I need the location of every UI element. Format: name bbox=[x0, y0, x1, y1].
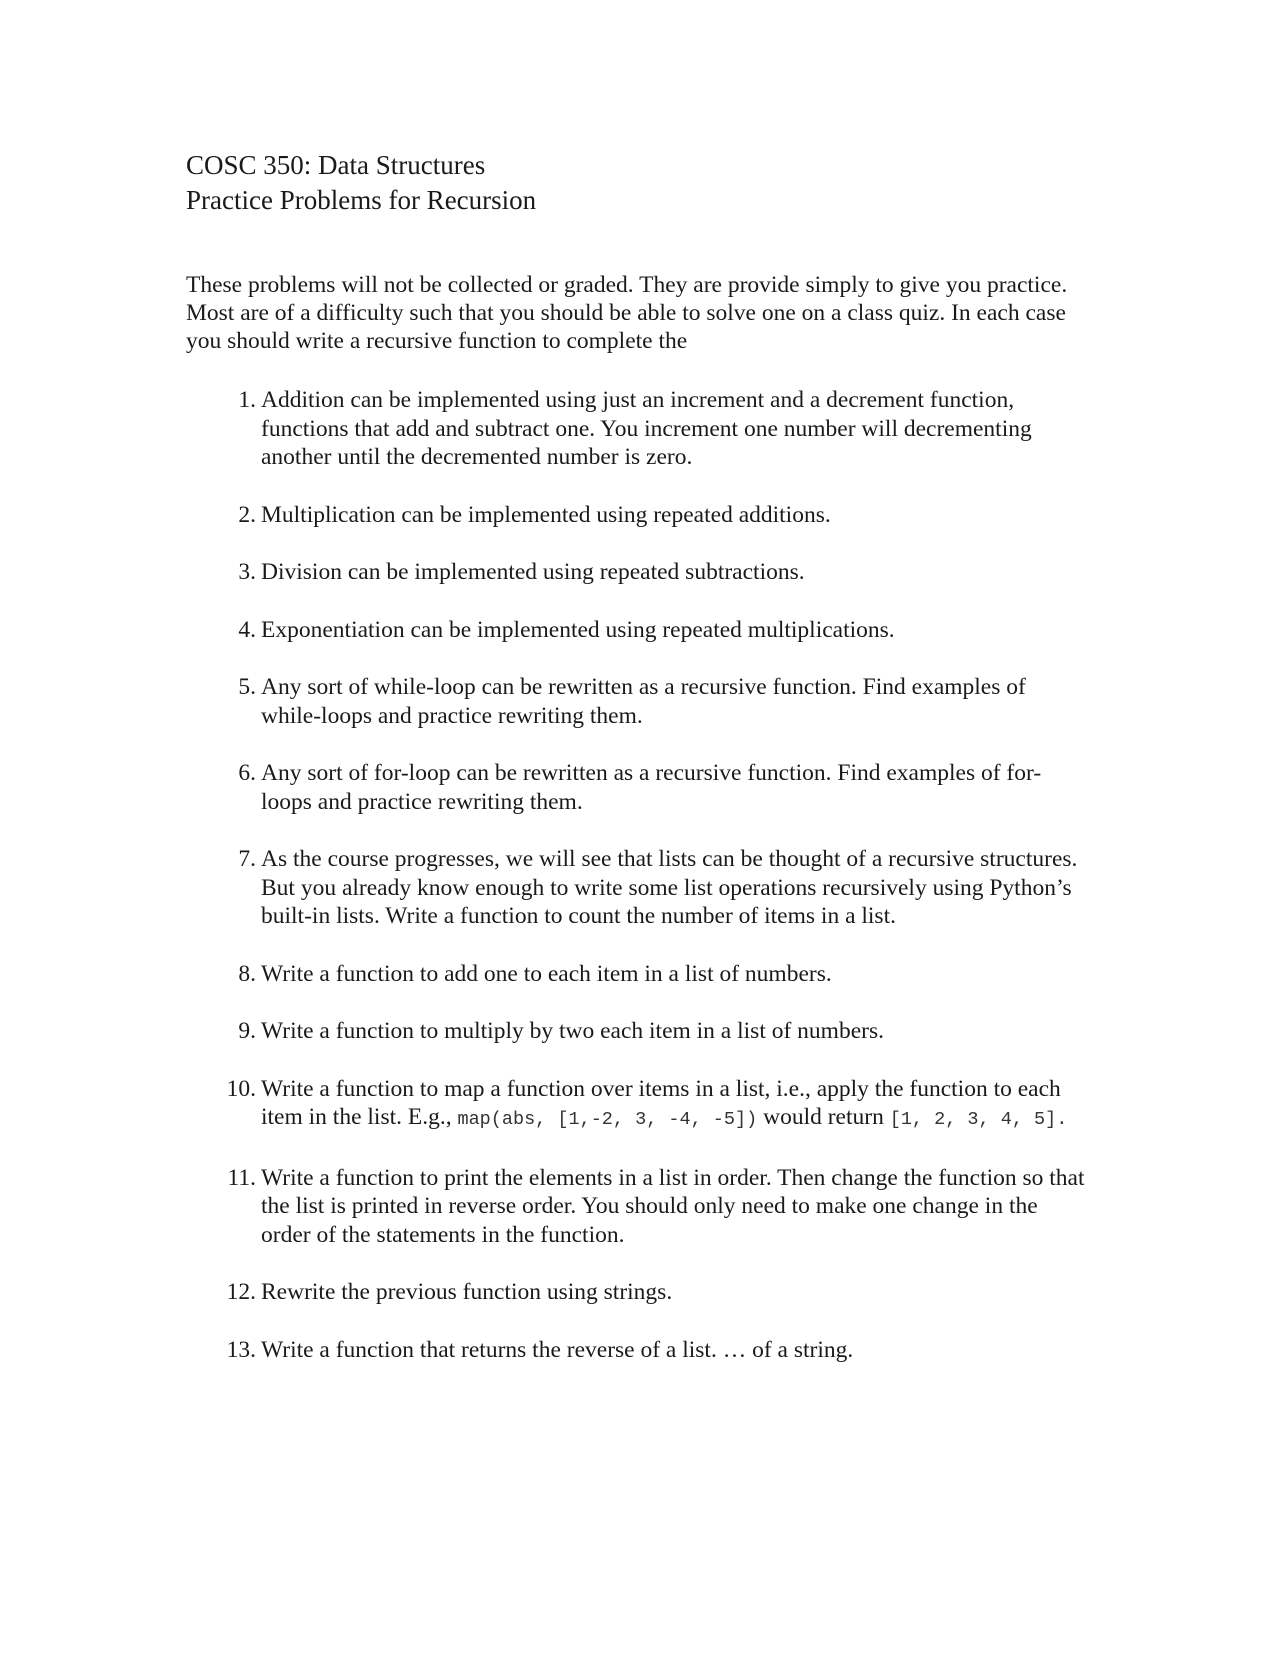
problem-item-13 bbox=[186, 1336, 1086, 1365]
problem-text: As the course progresses, we will see that lists can be thought of a recursive structures. But you already know enough to write some list operations recursively using Python’s built-in lists. Write a function to count the number of items in a list. bbox=[261, 846, 1078, 929]
problem-number: 5. bbox=[238, 674, 256, 700]
problem-text: Write a function to multiply by two each item in a list of numbers. bbox=[261, 1018, 884, 1044]
problem-number: 3. bbox=[238, 559, 256, 585]
problem-item-4 bbox=[186, 616, 1086, 645]
problem-item-7 bbox=[186, 845, 1086, 931]
problem-text: Rewrite the previous function using strings. bbox=[261, 1279, 673, 1305]
code-example-result: [1, 2, 3, 4, 5]. bbox=[889, 1109, 1068, 1130]
problem-number: 9. bbox=[238, 1018, 256, 1044]
problem-list bbox=[186, 386, 1086, 1393]
problem-number: 11. bbox=[227, 1164, 256, 1191]
problem-number: 13. bbox=[226, 1336, 256, 1363]
problem-item-9 bbox=[186, 1017, 1086, 1046]
document-subtitle: Practice Problems for Recursion bbox=[186, 185, 537, 215]
problem-text: Exponentiation can be implemented using repeated multiplications. bbox=[261, 616, 895, 643]
problem-text: would return bbox=[757, 1104, 890, 1130]
problem-text: Addition can be implemented using just an increment and a decrement function, functions that add and subtract one. You increment one number will decrementing another until the decremented number is zero. bbox=[261, 387, 1032, 470]
problem-number: 7. bbox=[238, 846, 256, 872]
problem-item-3 bbox=[186, 558, 1086, 587]
problem-number: 12. bbox=[226, 1279, 256, 1305]
intro-paragraph: These problems will not be collected or graded. They are provide simply to give you practice. Most are of a difficulty such that you should be able to solve one on a class quiz. In each case you should write a recursive function to complete the bbox=[186, 272, 1068, 354]
problem-text: Any sort of for-loop can be rewritten as a recursive function. Find examples of for-loops and practice rewriting them. bbox=[261, 760, 1042, 815]
problem-item-10 bbox=[186, 1075, 1086, 1135]
problem-number: 10. bbox=[226, 1075, 256, 1102]
problem-item-5 bbox=[186, 673, 1086, 730]
problem-item-8 bbox=[186, 960, 1086, 989]
code-example-map-call: map(abs, [1,-2, 3, -4, -5]) bbox=[457, 1109, 758, 1130]
problem-number: 1. bbox=[238, 387, 256, 413]
problem-number: 6. bbox=[238, 760, 256, 786]
problem-item-11 bbox=[186, 1164, 1086, 1250]
problem-item-6 bbox=[186, 759, 1086, 816]
document-header bbox=[186, 148, 536, 218]
problem-item-1 bbox=[186, 386, 1086, 472]
problem-text: Multiplication can be implemented using repeated additions. bbox=[261, 501, 831, 528]
problem-number: 8. bbox=[238, 960, 256, 987]
problem-text: Write a function to map a function over items in a list, i.e., apply the function to each item in the list. E.g., bbox=[261, 1075, 1061, 1130]
problem-number: 2. bbox=[238, 501, 256, 528]
problem-text: Write a function to add one to each item in a list of numbers. bbox=[261, 960, 832, 987]
problem-text: Division can be implemented using repeated subtractions. bbox=[261, 559, 805, 585]
problem-item-2 bbox=[186, 501, 1086, 530]
course-title: COSC 350: Data Structures bbox=[186, 150, 486, 180]
problem-text: Any sort of while-loop can be rewritten as a recursive function. Find examples of while-loops and practice rewriting them. bbox=[261, 674, 1026, 729]
problem-text: Write a function to print the elements in a list in order. Then change the function so that the list is printed in reverse order. You should only need to make one change in the order of the statements in the function. bbox=[261, 1164, 1085, 1248]
problem-number: 4. bbox=[238, 616, 256, 643]
problem-item-12 bbox=[186, 1278, 1086, 1307]
problem-text: Write a function that returns the reverse of a list. … of a string. bbox=[261, 1336, 854, 1363]
